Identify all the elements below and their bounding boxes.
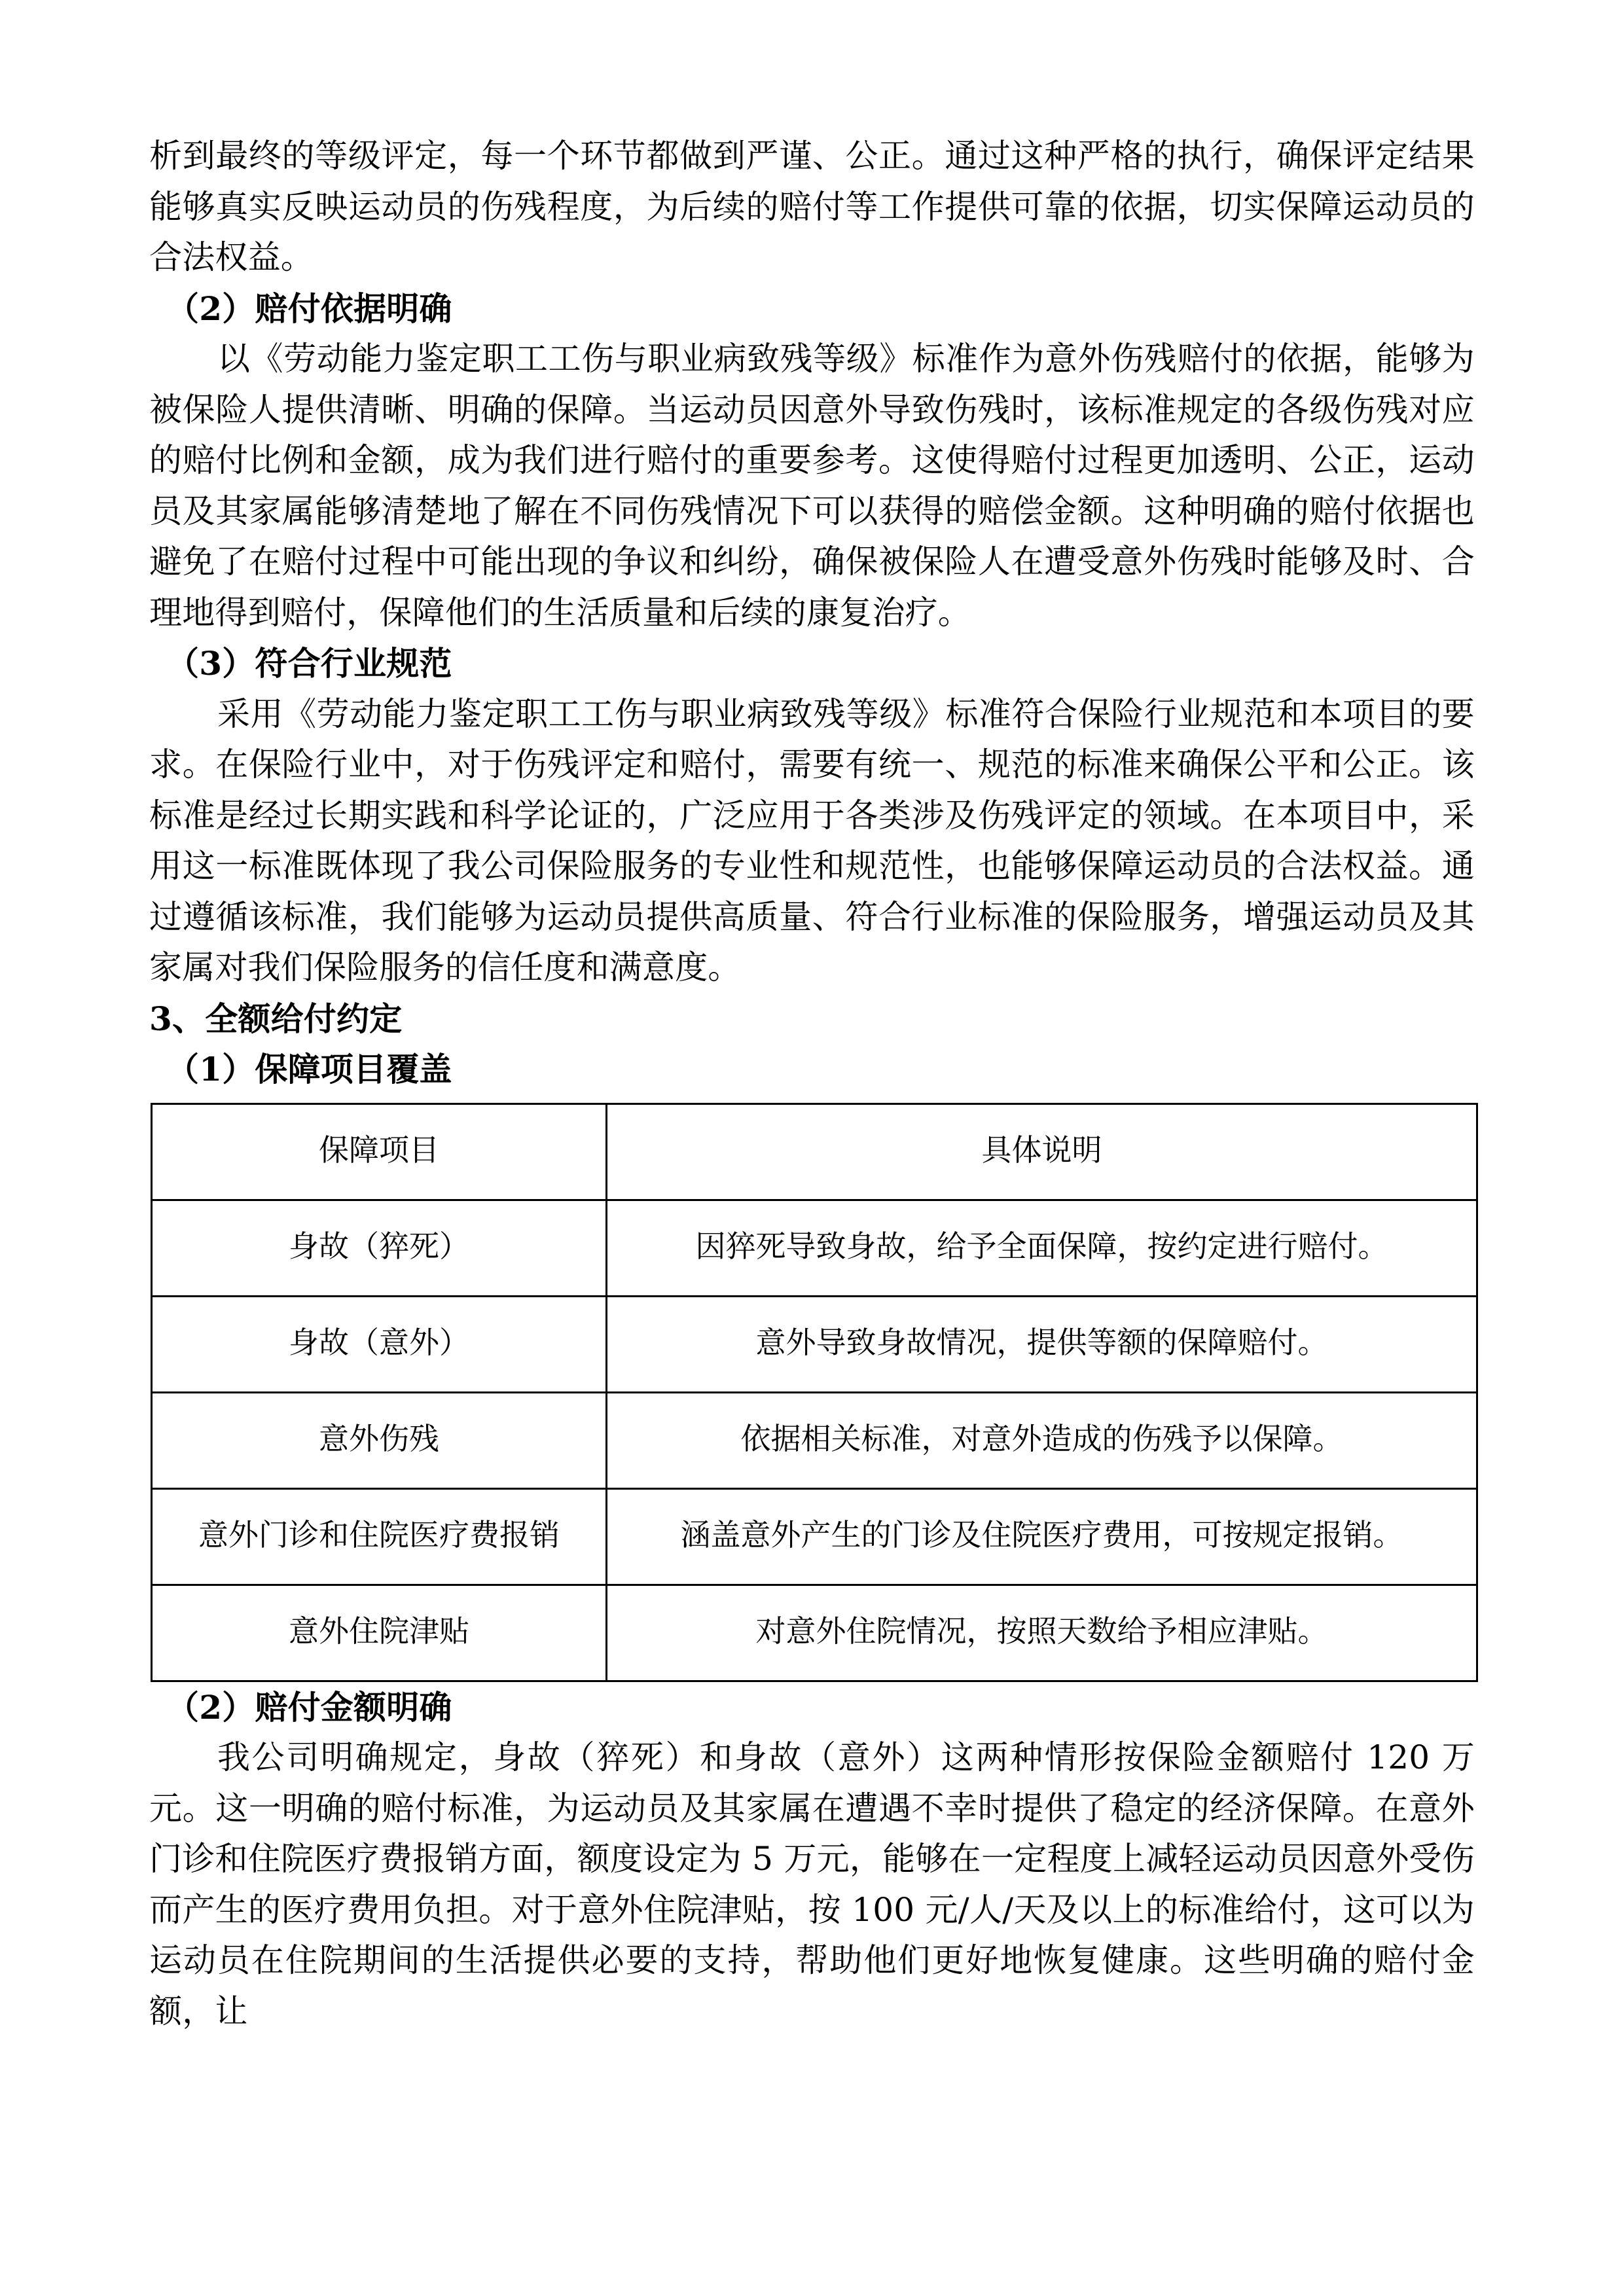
table-cell-description: 涵盖意外产生的门诊及住院医疗费用，可按规定报销。 xyxy=(607,1488,1477,1585)
table-row xyxy=(152,1585,1477,1681)
table-header-cell-description: 具体说明 xyxy=(607,1103,1477,1200)
table-header-cell-item: 保障项目 xyxy=(152,1103,607,1200)
table-cell-item: 意外住院津贴 xyxy=(152,1585,607,1681)
document-body xyxy=(149,131,1475,2037)
table-row xyxy=(152,1488,1477,1585)
table-cell-description: 意外导致身故情况，提供等额的保障赔付。 xyxy=(607,1296,1477,1392)
table-row xyxy=(152,1392,1477,1488)
table-cell-item: 身故（猝死） xyxy=(152,1200,607,1296)
coverage-table xyxy=(151,1103,1478,1682)
heading-coverage-items: （1）保障项目覆盖 xyxy=(166,1050,452,1088)
table-cell-description: 依据相关标准，对意外造成的伤残予以保障。 xyxy=(607,1392,1477,1488)
paragraph-industry-standard-compliance: 采用《劳动能力鉴定职工工伤与职业病致残等级》标准符合保险行业规范和本项目的要求。在保险行业中，对于伤残评定和赔付，需要有统一、规范的标准来确保公平和公正。该标准是经过长期实践和科学论证的，广泛应用于各类涉及伤残评定的领域。在本项目中，采用这一标准既体现了我公司保险服务的专业性和规范性，也能够保障运动员的合法权益。通过遵循该标准，我们能够为运动员提供高质量、符合行业标准的保险服务，增强运动员及其家属对我们保险服务的信任度和满意度。 xyxy=(149,694,1475,986)
paragraph-claim-basis-clear: 以《劳动能力鉴定职工工伤与职业病致残等级》标准作为意外伤残赔付的依据，能够为被保险人提供清晰、明确的保障。当运动员因意外导致伤残时，该标准规定的各级伤残对应的赔付比例和金额，成为我们进行赔付的重要参考。这使得赔付过程更加透明、公正，运动员及其家属能够清楚地了解在不同伤残情况下可以获得的赔偿金额。这种明确的赔付依据也避免了在赔付过程中可能出现的争议和纠纷，确保被保险人在遭受意外伤残时能够及时、合理地得到赔付，保障他们的生活质量和后续的康复治疗。 xyxy=(149,340,1475,632)
heading-claim-basis-clear: （2）赔付依据明确 xyxy=(166,289,452,328)
paragraph-evaluation-execution: 析到最终的等级评定，每一个环节都做到严谨、公正。通过这种严格的执行，确保评定结果能够真实反映运动员的伤残程度，为后续的赔付等工作提供可靠的依据，切实保障运动员的合法权益。 xyxy=(149,137,1475,276)
table-row xyxy=(152,1296,1477,1392)
table-cell-item: 身故（意外） xyxy=(152,1296,607,1392)
table-cell-item: 意外伤残 xyxy=(152,1392,607,1488)
table-cell-description: 对意外住院情况，按照天数给予相应津贴。 xyxy=(607,1585,1477,1681)
table-cell-description: 因猝死导致身故，给予全面保障，按约定进行赔付。 xyxy=(607,1200,1477,1296)
table-cell-item: 意外门诊和住院医疗费报销 xyxy=(152,1488,607,1585)
heading-industry-standard-compliance: （3）符合行业规范 xyxy=(166,644,452,683)
heading-full-payment-agreement: 3、全额给付约定 xyxy=(149,999,403,1038)
table-header-row xyxy=(152,1103,1477,1200)
heading-claim-amount-clear: （2）赔付金额明确 xyxy=(166,1687,452,1727)
paragraph-claim-amount-clear: 我公司明确规定，身故（猝死）和身故（意外）这两种情形按保险金额赔付 120 万元。这一明确的赔付标准，为运动员及其家属在遭遇不幸时提供了稳定的经济保障。在意外门诊和住院医疗费报销方面，额度设定为 5 万元，能够在一定程度上减轻运动员因意外受伤而产生的医疗费用负担。对于意外住院津贴，按 100 元/人/天及以上的标准给付，这可以为运动员在住院期间的生活提供必要的支持，帮助他们更好地恢复健康。这些明确的赔付金额，让 xyxy=(149,1738,1475,2030)
table-row xyxy=(152,1200,1477,1296)
